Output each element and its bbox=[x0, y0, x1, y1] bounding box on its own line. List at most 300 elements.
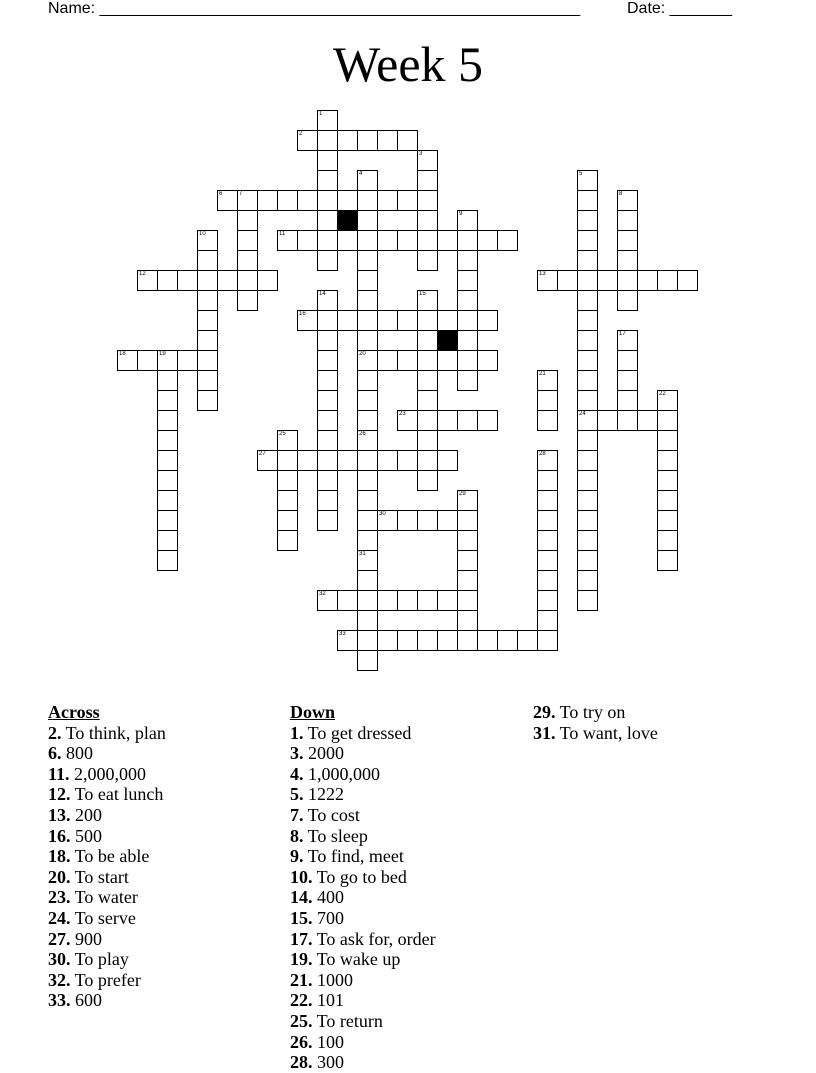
grid-cell[interactable] bbox=[657, 510, 678, 531]
grid-cell[interactable] bbox=[357, 310, 378, 331]
grid-cell[interactable] bbox=[337, 450, 358, 471]
grid-cell[interactable] bbox=[317, 310, 338, 331]
grid-cell[interactable] bbox=[537, 530, 558, 551]
grid-cell[interactable] bbox=[477, 350, 498, 371]
grid-cell[interactable] bbox=[417, 370, 438, 391]
down-clue bbox=[533, 702, 658, 723]
clue-text: To wake up bbox=[312, 949, 401, 970]
grid-cell[interactable] bbox=[457, 630, 478, 651]
grid-cell[interactable] bbox=[397, 590, 418, 611]
grid-cell[interactable] bbox=[317, 410, 338, 431]
grid-cell[interactable] bbox=[417, 170, 438, 191]
grid-cell[interactable] bbox=[357, 330, 378, 351]
across-clue bbox=[48, 784, 166, 805]
grid-cell[interactable] bbox=[517, 630, 538, 651]
grid-cell[interactable] bbox=[657, 270, 678, 291]
grid-cell[interactable] bbox=[457, 230, 478, 251]
grid-cell[interactable] bbox=[577, 470, 598, 491]
page-title: Week 5 bbox=[332, 36, 484, 92]
down-clue bbox=[290, 1052, 436, 1073]
grid-cell[interactable] bbox=[157, 430, 178, 451]
across-clue bbox=[48, 743, 166, 764]
grid-cell[interactable] bbox=[317, 350, 338, 371]
clue-number-label: 32 bbox=[319, 591, 326, 597]
grid-cell[interactable] bbox=[377, 350, 398, 371]
grid-cell[interactable] bbox=[397, 190, 418, 211]
grid-cell[interactable] bbox=[397, 510, 418, 531]
grid-cell[interactable] bbox=[537, 570, 558, 591]
clue-number-label: 13 bbox=[539, 271, 546, 277]
black-square bbox=[437, 330, 458, 351]
down-clue bbox=[290, 970, 436, 991]
grid-cell[interactable] bbox=[417, 190, 438, 211]
clue-number-label: 24 bbox=[579, 411, 586, 417]
grid-cell[interactable] bbox=[577, 330, 598, 351]
grid-cell[interactable] bbox=[497, 630, 518, 651]
date-label: Date: bbox=[627, 0, 666, 17]
grid-cell[interactable] bbox=[177, 350, 198, 371]
grid-cell[interactable] bbox=[317, 330, 338, 351]
grid-cell[interactable] bbox=[297, 230, 318, 251]
grid-cell[interactable] bbox=[157, 530, 178, 551]
down-clue bbox=[290, 784, 436, 805]
grid-cell[interactable] bbox=[417, 410, 438, 431]
grid-cell[interactable] bbox=[477, 230, 498, 251]
grid-cell[interactable] bbox=[317, 450, 338, 471]
grid-cell[interactable] bbox=[197, 350, 218, 371]
grid-cell[interactable] bbox=[417, 350, 438, 371]
grid-cell[interactable] bbox=[317, 210, 338, 231]
grid-cell[interactable] bbox=[277, 510, 298, 531]
clue-number-label: 29 bbox=[459, 491, 466, 497]
grid-cell[interactable] bbox=[437, 310, 458, 331]
clue-text: To prefer bbox=[70, 969, 141, 990]
grid-cell[interactable] bbox=[357, 470, 378, 491]
clue-text: To be able bbox=[70, 846, 150, 867]
across-clue bbox=[48, 887, 166, 908]
grid-cell[interactable] bbox=[297, 450, 318, 471]
grid-cell[interactable] bbox=[497, 230, 518, 251]
grid-cell[interactable] bbox=[417, 450, 438, 471]
grid-cell[interactable] bbox=[317, 470, 338, 491]
grid-cell[interactable] bbox=[577, 430, 598, 451]
grid-cell[interactable] bbox=[337, 230, 358, 251]
grid-cell[interactable] bbox=[197, 310, 218, 331]
grid-cell[interactable] bbox=[397, 350, 418, 371]
grid-cell[interactable] bbox=[197, 370, 218, 391]
grid-cell[interactable] bbox=[317, 230, 338, 251]
grid-cell[interactable] bbox=[237, 270, 258, 291]
grid-cell[interactable] bbox=[377, 190, 398, 211]
down-clue bbox=[290, 743, 436, 764]
grid-cell[interactable] bbox=[357, 250, 378, 271]
grid-cell[interactable] bbox=[577, 370, 598, 391]
grid-cell[interactable] bbox=[357, 290, 378, 311]
grid-cell[interactable] bbox=[157, 270, 178, 291]
grid-cell[interactable] bbox=[577, 450, 598, 471]
grid-cell[interactable] bbox=[457, 250, 478, 271]
grid-cell[interactable] bbox=[157, 490, 178, 511]
grid-cell[interactable] bbox=[537, 610, 558, 631]
grid-cell[interactable] bbox=[417, 330, 438, 351]
across-clue bbox=[48, 990, 166, 1011]
across-clue bbox=[48, 908, 166, 929]
grid-cell[interactable] bbox=[577, 390, 598, 411]
clue-number-label: 18 bbox=[119, 351, 126, 357]
clue-number-label: 8 bbox=[619, 191, 623, 197]
grid-cell[interactable] bbox=[337, 190, 358, 211]
grid-cell[interactable] bbox=[357, 270, 378, 291]
grid-cell[interactable] bbox=[157, 450, 178, 471]
grid-cell[interactable] bbox=[537, 590, 558, 611]
grid-cell[interactable] bbox=[577, 310, 598, 331]
clue-number-label: 33 bbox=[339, 631, 346, 637]
grid-cell[interactable] bbox=[357, 650, 378, 671]
clue-text: 600 bbox=[70, 990, 102, 1011]
grid-cell[interactable] bbox=[657, 430, 678, 451]
clue-number-label: 27 bbox=[259, 451, 266, 457]
grid-cell[interactable] bbox=[357, 610, 378, 631]
grid-cell[interactable] bbox=[477, 310, 498, 331]
grid-cell[interactable] bbox=[397, 230, 418, 251]
grid-cell[interactable] bbox=[577, 510, 598, 531]
grid-cell[interactable] bbox=[357, 190, 378, 211]
grid-cell[interactable] bbox=[277, 450, 298, 471]
grid-cell[interactable] bbox=[417, 590, 438, 611]
down-clue bbox=[290, 826, 436, 847]
grid-cell[interactable] bbox=[457, 370, 478, 391]
grid-cell[interactable] bbox=[177, 270, 198, 291]
grid-cell[interactable] bbox=[317, 370, 338, 391]
clue-text: To start bbox=[70, 866, 129, 887]
grid-cell[interactable] bbox=[337, 590, 358, 611]
grid-cell[interactable] bbox=[577, 570, 598, 591]
grid-cell[interactable] bbox=[437, 450, 458, 471]
grid-cell[interactable] bbox=[357, 370, 378, 391]
grid-cell[interactable] bbox=[257, 270, 278, 291]
clue-number: 12. bbox=[48, 784, 71, 805]
grid-cell[interactable] bbox=[337, 310, 358, 331]
black-square bbox=[337, 210, 358, 231]
down-clue bbox=[290, 723, 436, 744]
grid-cell[interactable] bbox=[237, 290, 258, 311]
grid-cell[interactable] bbox=[157, 550, 178, 571]
grid-cell[interactable] bbox=[317, 490, 338, 511]
clue-text: To serve bbox=[70, 907, 136, 928]
grid-cell[interactable] bbox=[617, 270, 638, 291]
grid-cell[interactable] bbox=[637, 270, 658, 291]
grid-cell[interactable] bbox=[577, 350, 598, 371]
down-clue bbox=[290, 1011, 436, 1032]
grid-cell[interactable] bbox=[457, 410, 478, 431]
clue-number-label: 14 bbox=[319, 291, 326, 297]
grid-cell[interactable] bbox=[457, 530, 478, 551]
grid-cell[interactable] bbox=[237, 210, 258, 231]
grid-cell[interactable] bbox=[337, 130, 358, 151]
grid-cell[interactable] bbox=[617, 250, 638, 271]
grid-cell[interactable] bbox=[317, 150, 338, 171]
clue-text: 300 bbox=[312, 1052, 344, 1073]
grid-cell[interactable] bbox=[577, 210, 598, 231]
grid-cell[interactable] bbox=[657, 530, 678, 551]
grid-cell[interactable] bbox=[437, 230, 458, 251]
clue-number-label: 4 bbox=[359, 171, 363, 177]
grid-cell[interactable] bbox=[357, 390, 378, 411]
grid-cell[interactable] bbox=[537, 410, 558, 431]
grid-cell[interactable] bbox=[457, 350, 478, 371]
grid-cell[interactable] bbox=[577, 530, 598, 551]
grid-cell[interactable] bbox=[157, 410, 178, 431]
grid-cell[interactable] bbox=[657, 470, 678, 491]
clue-text: To want, love bbox=[555, 722, 658, 743]
clue-text: 2,000,000 bbox=[69, 763, 147, 784]
clue-text: 900 bbox=[70, 928, 102, 949]
down-clue bbox=[533, 723, 658, 744]
grid-cell[interactable] bbox=[277, 490, 298, 511]
clue-number: 6. bbox=[48, 743, 62, 764]
grid-cell[interactable] bbox=[397, 630, 418, 651]
clue-number: 32. bbox=[48, 969, 71, 990]
grid-cell[interactable] bbox=[637, 410, 658, 431]
clue-text: 500 bbox=[70, 825, 102, 846]
grid-cell[interactable] bbox=[417, 230, 438, 251]
clue-text: 101 bbox=[312, 990, 344, 1011]
across-clue bbox=[48, 929, 166, 950]
grid-cell[interactable] bbox=[477, 630, 498, 651]
grid-cell[interactable] bbox=[677, 270, 698, 291]
grid-cell[interactable] bbox=[577, 490, 598, 511]
grid-cell[interactable] bbox=[417, 510, 438, 531]
grid-cell[interactable] bbox=[417, 250, 438, 271]
grid-cell[interactable] bbox=[357, 210, 378, 231]
grid-cell[interactable] bbox=[197, 390, 218, 411]
clue-text: 1222 bbox=[303, 784, 344, 805]
across-clue bbox=[48, 764, 166, 785]
clue-text: To think, plan bbox=[61, 722, 166, 743]
grid-cell[interactable] bbox=[397, 130, 418, 151]
grid-cell[interactable] bbox=[457, 310, 478, 331]
clue-number-label: 22 bbox=[659, 391, 666, 397]
grid-cell[interactable] bbox=[297, 190, 318, 211]
clue-number: 18. bbox=[48, 846, 71, 867]
grid-cell[interactable] bbox=[477, 410, 498, 431]
grid-cell[interactable] bbox=[577, 590, 598, 611]
grid-cell[interactable] bbox=[377, 230, 398, 251]
grid-cell[interactable] bbox=[437, 510, 458, 531]
clue-text: To go to bed bbox=[312, 866, 407, 887]
grid-cell[interactable] bbox=[317, 510, 338, 531]
grid-cell[interactable] bbox=[457, 290, 478, 311]
grid-cell[interactable] bbox=[277, 530, 298, 551]
clue-number-label: 21 bbox=[539, 371, 546, 377]
across-clue bbox=[48, 970, 166, 991]
grid-cell[interactable] bbox=[197, 290, 218, 311]
clue-number: 20. bbox=[48, 866, 71, 887]
grid-cell[interactable] bbox=[377, 310, 398, 331]
grid-cell[interactable] bbox=[417, 390, 438, 411]
grid-cell[interactable] bbox=[417, 630, 438, 651]
grid-cell[interactable] bbox=[397, 450, 418, 471]
grid-cell[interactable] bbox=[317, 190, 338, 211]
grid-cell[interactable] bbox=[537, 510, 558, 531]
clue-column-2 bbox=[290, 702, 436, 1073]
grid-cell[interactable] bbox=[157, 510, 178, 531]
down-clue bbox=[290, 1032, 436, 1053]
down-clue bbox=[290, 805, 436, 826]
clue-number: 10. bbox=[290, 866, 313, 887]
clue-text: To get dressed bbox=[303, 722, 412, 743]
grid-cell[interactable] bbox=[457, 550, 478, 571]
grid-cell[interactable] bbox=[657, 410, 678, 431]
grid-cell[interactable] bbox=[657, 450, 678, 471]
grid-cell[interactable] bbox=[277, 470, 298, 491]
grid-cell[interactable] bbox=[417, 470, 438, 491]
down-clue bbox=[290, 990, 436, 1011]
grid-cell[interactable] bbox=[357, 590, 378, 611]
grid-cell[interactable] bbox=[157, 370, 178, 391]
grid-cell[interactable] bbox=[197, 250, 218, 271]
grid-cell[interactable] bbox=[417, 310, 438, 331]
grid-cell[interactable] bbox=[357, 130, 378, 151]
clue-number: 24. bbox=[48, 907, 71, 928]
grid-cell[interactable] bbox=[317, 250, 338, 271]
grid-cell[interactable] bbox=[617, 410, 638, 431]
grid-cell[interactable] bbox=[237, 230, 258, 251]
across-clue bbox=[48, 949, 166, 970]
grid-cell[interactable] bbox=[617, 210, 638, 231]
clue-text: To return bbox=[312, 1010, 383, 1031]
down-clue bbox=[290, 887, 436, 908]
grid-cell[interactable] bbox=[417, 210, 438, 231]
grid-cell[interactable] bbox=[537, 490, 558, 511]
grid-cell[interactable] bbox=[437, 410, 458, 431]
clue-number-label: 23 bbox=[399, 411, 406, 417]
clue-number-label: 30 bbox=[379, 511, 386, 517]
grid-cell[interactable] bbox=[577, 270, 598, 291]
grid-cell[interactable] bbox=[457, 270, 478, 291]
grid-cell[interactable] bbox=[157, 470, 178, 491]
clue-number-label: 2 bbox=[299, 131, 303, 137]
grid-cell[interactable] bbox=[317, 170, 338, 191]
grid-cell[interactable] bbox=[537, 550, 558, 571]
grid-cell[interactable] bbox=[437, 350, 458, 371]
grid-cell[interactable] bbox=[537, 390, 558, 411]
clue-number: 16. bbox=[48, 825, 71, 846]
grid-cell[interactable] bbox=[377, 130, 398, 151]
clue-number-label: 9 bbox=[459, 211, 463, 217]
clue-number-label: 6 bbox=[219, 191, 223, 197]
grid-cell[interactable] bbox=[577, 550, 598, 571]
grid-cell[interactable] bbox=[617, 350, 638, 371]
grid-cell[interactable] bbox=[417, 430, 438, 451]
clue-number: 25. bbox=[290, 1010, 313, 1031]
clue-number-label: 31 bbox=[359, 551, 366, 557]
grid-cell[interactable] bbox=[597, 410, 618, 431]
grid-cell[interactable] bbox=[657, 490, 678, 511]
across-clue bbox=[48, 723, 166, 744]
grid-cell[interactable] bbox=[357, 530, 378, 551]
grid-cell[interactable] bbox=[537, 630, 558, 651]
grid-cell[interactable] bbox=[597, 270, 618, 291]
clue-text: To cost bbox=[303, 804, 360, 825]
grid-cell[interactable] bbox=[577, 290, 598, 311]
grid-cell[interactable] bbox=[237, 250, 258, 271]
clue-text: 1000 bbox=[312, 969, 353, 990]
clue-number-label: 15 bbox=[419, 291, 426, 297]
grid-cell[interactable] bbox=[357, 490, 378, 511]
grid-cell[interactable] bbox=[357, 230, 378, 251]
grid-cell[interactable] bbox=[457, 510, 478, 531]
clue-number: 21. bbox=[290, 969, 313, 990]
clue-number-label: 10 bbox=[199, 231, 206, 237]
grid-cell[interactable] bbox=[157, 390, 178, 411]
grid-cell[interactable] bbox=[317, 430, 338, 451]
grid-cell[interactable] bbox=[357, 630, 378, 651]
grid-cell[interactable] bbox=[277, 190, 298, 211]
clue-text: To sleep bbox=[303, 825, 368, 846]
grid-cell[interactable] bbox=[317, 130, 338, 151]
clue-number-label: 11 bbox=[279, 231, 286, 237]
grid-cell[interactable] bbox=[377, 450, 398, 471]
grid-cell[interactable] bbox=[457, 570, 478, 591]
date-line: _______ bbox=[669, 0, 732, 17]
grid-cell[interactable] bbox=[657, 550, 678, 571]
grid-cell[interactable] bbox=[537, 470, 558, 491]
grid-cell[interactable] bbox=[437, 630, 458, 651]
grid-cell[interactable] bbox=[377, 590, 398, 611]
clue-number-label: 7 bbox=[239, 191, 243, 197]
grid-cell[interactable] bbox=[357, 410, 378, 431]
grid-cell[interactable] bbox=[377, 630, 398, 651]
grid-cell[interactable] bbox=[137, 350, 158, 371]
grid-cell[interactable] bbox=[577, 250, 598, 271]
grid-cell[interactable] bbox=[357, 450, 378, 471]
grid-cell[interactable] bbox=[617, 370, 638, 391]
grid-cell[interactable] bbox=[617, 390, 638, 411]
clue-number: 2. bbox=[48, 722, 62, 743]
down-clue bbox=[290, 908, 436, 929]
grid-cell[interactable] bbox=[357, 510, 378, 531]
down-clue bbox=[290, 846, 436, 867]
clue-text: 1,000,000 bbox=[303, 763, 380, 784]
grid-cell[interactable] bbox=[577, 230, 598, 251]
down-clue bbox=[290, 929, 436, 950]
grid-cell[interactable] bbox=[217, 270, 238, 291]
across-clue bbox=[48, 846, 166, 867]
across-clue bbox=[48, 826, 166, 847]
grid-cell[interactable] bbox=[197, 270, 218, 291]
grid-cell[interactable] bbox=[397, 310, 418, 331]
grid-cell[interactable] bbox=[257, 190, 278, 211]
grid-cell[interactable] bbox=[557, 270, 578, 291]
clue-text: 2000 bbox=[303, 743, 344, 764]
grid-cell[interactable] bbox=[617, 230, 638, 251]
grid-cell[interactable] bbox=[577, 190, 598, 211]
grid-cell[interactable] bbox=[457, 330, 478, 351]
grid-cell[interactable] bbox=[457, 590, 478, 611]
grid-cell[interactable] bbox=[437, 590, 458, 611]
clue-number: 17. bbox=[290, 928, 313, 949]
clue-number: 4. bbox=[290, 763, 304, 784]
grid-cell[interactable] bbox=[197, 330, 218, 351]
clue-number: 19. bbox=[290, 949, 313, 970]
grid-cell[interactable] bbox=[357, 570, 378, 591]
clue-number: 33. bbox=[48, 990, 71, 1011]
grid-cell[interactable] bbox=[457, 610, 478, 631]
clue-column-3 bbox=[533, 702, 658, 743]
grid-cell[interactable] bbox=[317, 390, 338, 411]
grid-cell[interactable] bbox=[617, 290, 638, 311]
